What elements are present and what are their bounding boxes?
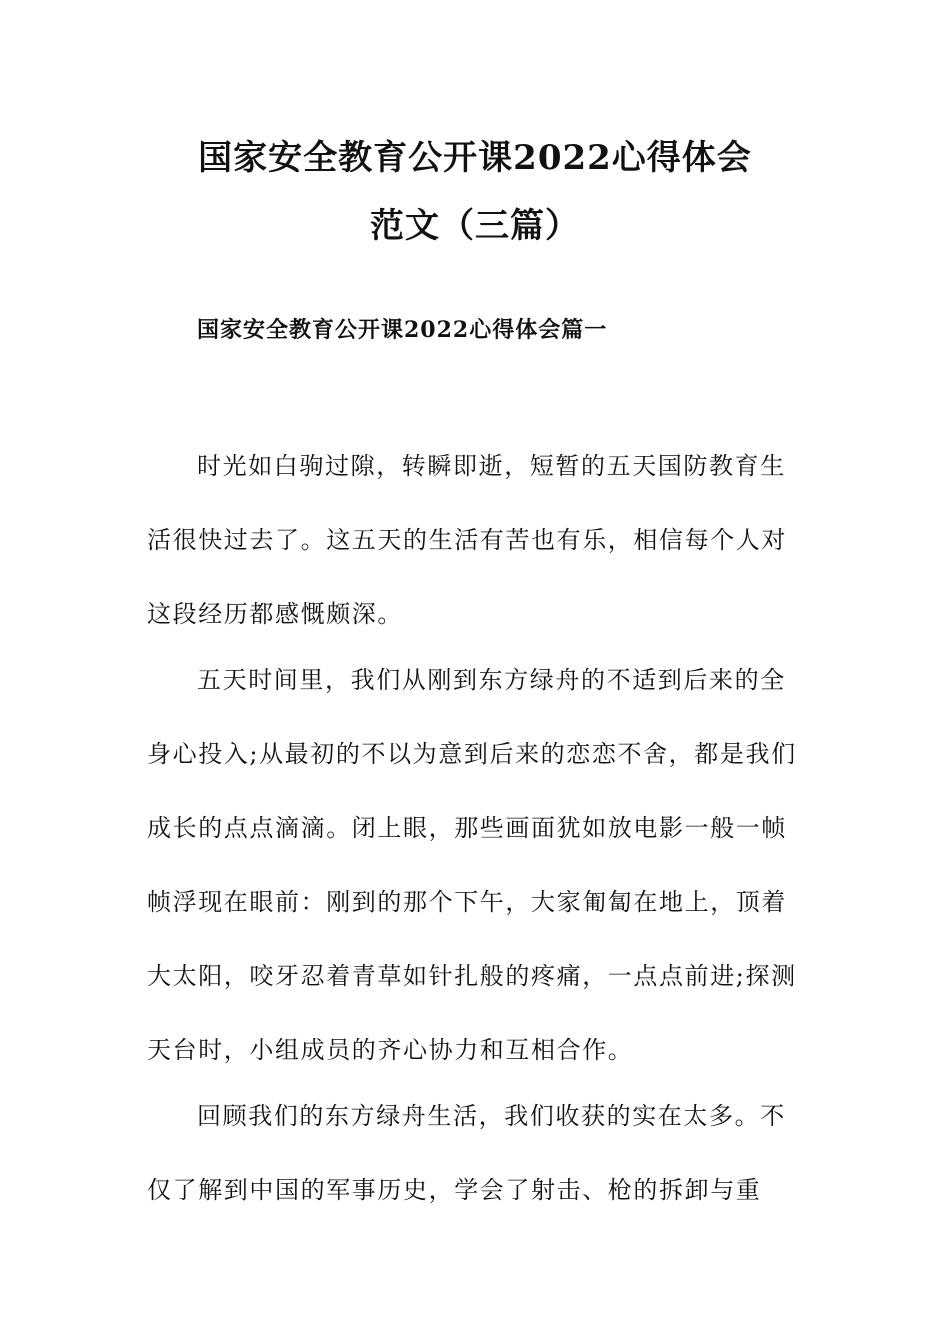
document-title-line-2: 范文（三篇） xyxy=(370,206,580,246)
body-line: 帧浮现在眼前：刚到的那个下午，大家匍匐在地上，顶着 xyxy=(147,888,787,916)
section-heading: 国家安全教育公开课2022心得体会篇一 xyxy=(197,317,608,343)
body-line: 时光如白驹过隙，转瞬即逝，短暂的五天国防教育生 xyxy=(197,452,786,480)
document-title-line-1: 国家安全教育公开课2022心得体会 xyxy=(198,138,752,178)
body-line: 这段经历都感慨颇深。 xyxy=(147,600,403,628)
body-line: 回顾我们的东方绿舟生活，我们收获的实在太多。不 xyxy=(197,1102,786,1130)
body-line: 仅了解到中国的军事历史，学会了射击、枪的拆卸与重 xyxy=(147,1176,762,1204)
body-line: 五天时间里，我们从刚到东方绿舟的不适到后来的全 xyxy=(197,666,786,694)
body-line: 活很快过去了。这五天的生活有苦也有乐，相信每个人对 xyxy=(147,526,787,554)
body-line: 身心投入;从最初的不以为意到后来的恋恋不舍，都是我们 xyxy=(147,740,797,768)
body-line: 天台时，小组成员的齐心协力和互相合作。 xyxy=(147,1036,634,1064)
body-line: 大太阳，咬牙忍着青草如针扎般的疼痛，一点点前进;探测 xyxy=(147,962,797,990)
body-line: 成长的点点滴滴。闭上眼，那些画面犹如放电影一般一帧 xyxy=(147,814,787,842)
